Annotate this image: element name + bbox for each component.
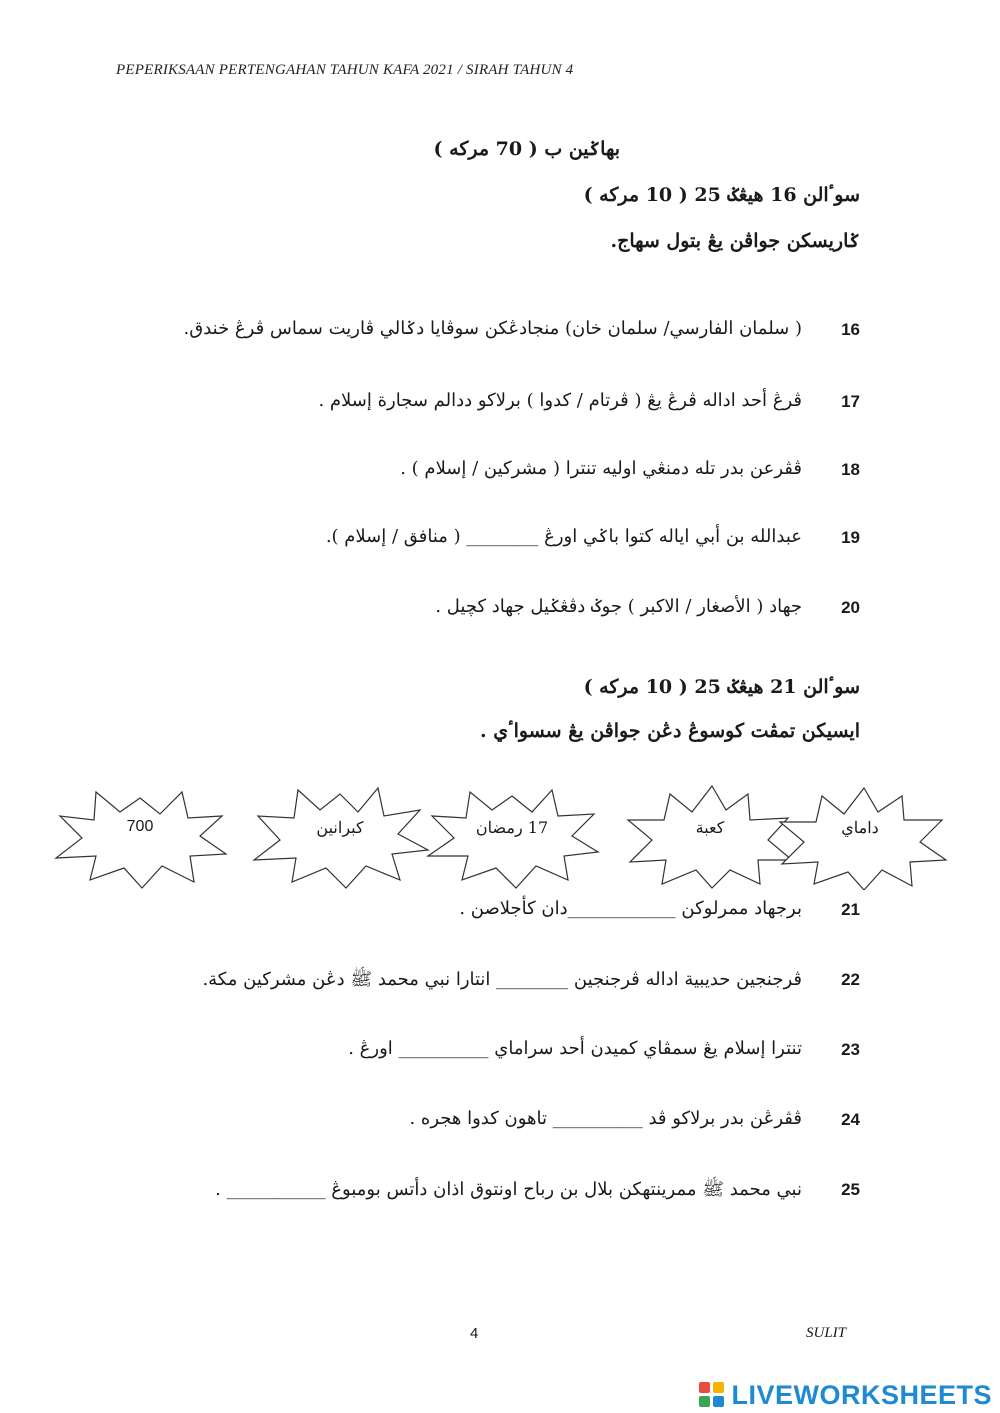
question-text[interactable]: ڤرڠ أحد اداله ڤرڠ يڠ ( ڤرتام / كدوا ) برلاكو ددالم سجارة إسلام . <box>318 390 802 411</box>
option-burst <box>422 780 602 890</box>
question-number: 18 <box>841 460 860 479</box>
option-label: كبرانين <box>316 818 364 837</box>
question-number: 24 <box>841 1110 860 1129</box>
question-20 <box>110 596 860 630</box>
question-16 <box>110 318 860 352</box>
liveworksheets-logo-icon <box>699 1382 725 1408</box>
option-burst <box>250 780 430 890</box>
part2-heading: سوٴالن 21 هيڠݢ 25 ( 10 مركه ) <box>583 676 860 698</box>
question-text[interactable]: ڤڤرعن بدر تله دمنڠي اوليه تنترا ( مشركين / إسلام ) . <box>400 458 802 479</box>
option-burst <box>770 780 950 890</box>
part1-instruction: ݢاريسکن جواڤن يڠ بتول سهاج. <box>610 230 860 252</box>
question-text[interactable]: تنترا إسلام يڠ سمڤاي كميدن أحد سراماي __________ اورڠ . <box>348 1038 802 1059</box>
question-text[interactable]: جهاد ( الأصغار / الاكبر ) جوݢ دڤڠݢيل جهاد كچيل . <box>435 596 802 617</box>
question-18 <box>110 458 860 492</box>
question-19 <box>110 526 860 560</box>
option-burst <box>50 780 230 890</box>
question-text[interactable]: ڤڤرڠن بدر برلاكو ڤد __________ تاهون كدوا هجره . <box>409 1108 802 1129</box>
option-label: داماي <box>841 818 879 837</box>
question-number: 22 <box>841 970 860 989</box>
brand-name: LIVEWORKSHEETS <box>731 1379 992 1410</box>
question-24 <box>110 1108 860 1142</box>
question-number: 17 <box>841 392 860 411</box>
part1-heading: سوٴالن 16 هيڠݢ 25 ( 10 مركه ) <box>583 184 860 206</box>
question-text[interactable]: نبي محمد ﷺ ممرينتهکن بلال بن رباح اونتوق اذان دأتس بومبوڠ ___________ . <box>215 1179 802 1200</box>
question-number: 25 <box>841 1180 860 1199</box>
question-text[interactable]: ڤرجنجين حديبية اداله ڤرجنجين ________ انتارا نبي محمد ﷺ دڠن مشركين مكة. <box>202 969 802 990</box>
question-number: 20 <box>841 598 860 617</box>
question-22 <box>110 968 860 1002</box>
exam-header: PEPERIKSAAN PERTENGAHAN TAHUN KAFA 2021 / SIRAH TAHUN 4 <box>116 62 574 78</box>
option-label: كعبة <box>695 818 725 837</box>
question-number: 23 <box>841 1040 860 1059</box>
question-text[interactable]: ( سلمان الفارسي/ سلمان خان) منجادڠکن سوڤايا دݢالي ڤاريت سماس ڤرڠ خندق. <box>183 318 802 339</box>
option-label: 17 رمضان <box>475 818 549 837</box>
page-number: 4 <box>470 1325 479 1342</box>
question-number: 16 <box>841 320 860 339</box>
question-text[interactable]: برجهاد ممرلوکن ____________دان كأجلاصن . <box>459 898 802 919</box>
liveworksheets-brand[interactable] <box>699 1378 992 1412</box>
question-25 <box>110 1178 860 1212</box>
option-label: 700 <box>126 818 154 835</box>
question-23 <box>110 1038 860 1072</box>
question-17 <box>110 390 860 424</box>
question-number: 21 <box>841 900 860 919</box>
footer-label: SULIT <box>806 1325 847 1341</box>
answer-options <box>50 780 950 890</box>
question-text[interactable]: عبدالله بن أبي اياله كتوا باݢي اورڠ ________ ( منافق / إسلام ). <box>325 526 802 547</box>
question-number: 19 <box>841 528 860 547</box>
question-21 <box>110 898 860 932</box>
section-b-title: بهاݢين ب ( 70 مركه ) <box>433 138 620 160</box>
part2-instruction: ايسيکن تمڤت كوسوڠ دڠن جواڤن يڠ سسواٴي . <box>479 720 860 742</box>
